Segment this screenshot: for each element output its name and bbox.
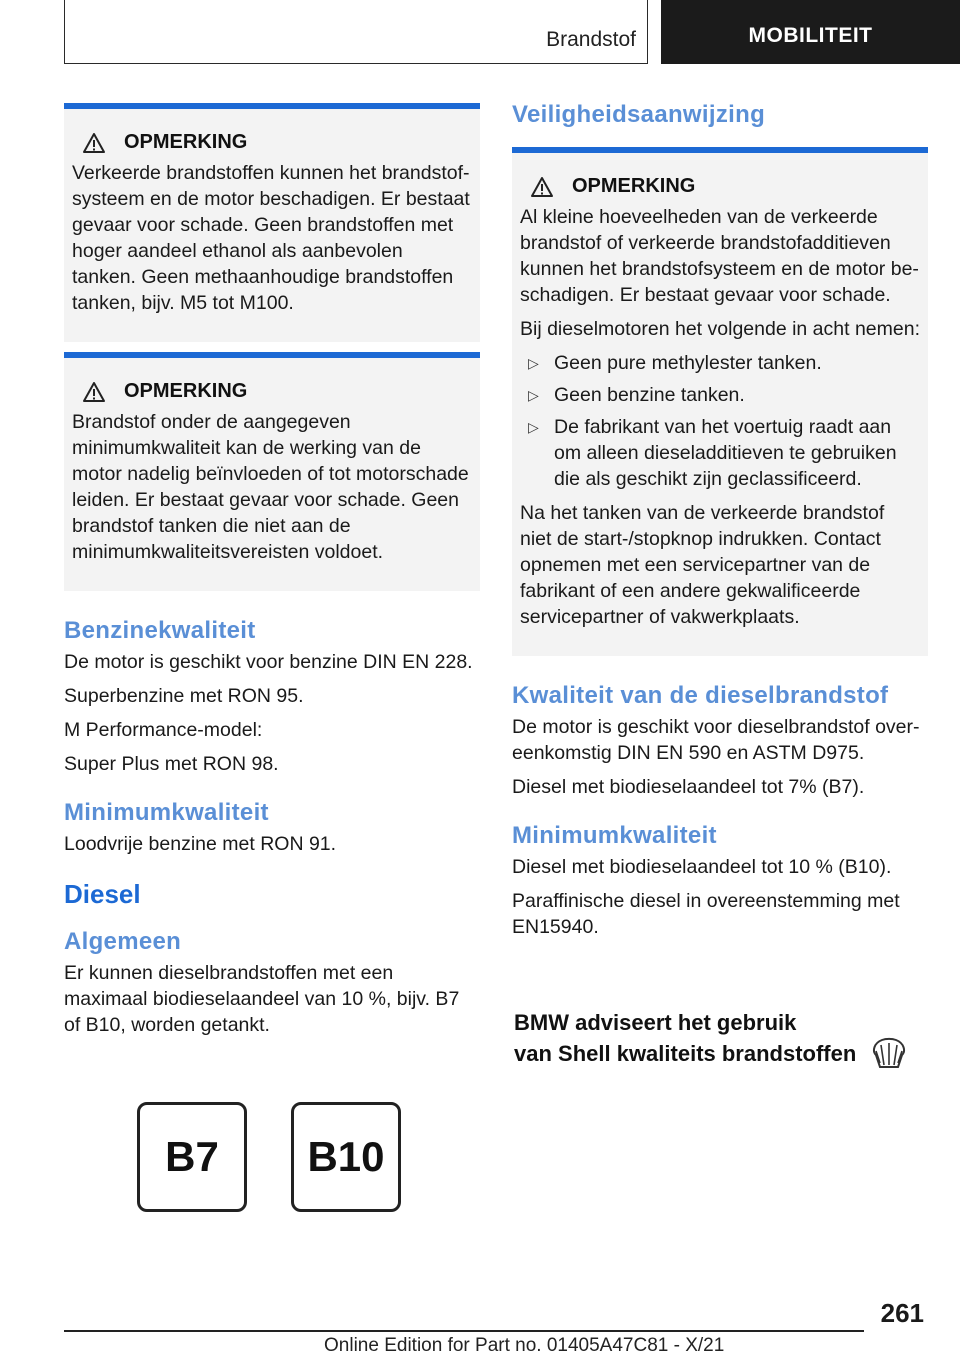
edition-footer: Online Edition for Part no. 01405A47C81 - X/21 [324, 1335, 725, 1356]
body-paragraph: Superbenzine met RON 95. [64, 685, 304, 707]
note-text: Na het tanken van de verkeerde brandstof niet de start-/stopknop indrukken. Contact opnemen met een servicepartner van de fabrikant of een andere gekwalificeerde servicepartner of vakwerkplaats. [520, 502, 885, 628]
section-title: Brandstof [546, 28, 636, 51]
note-label: OPMERKING [572, 175, 696, 197]
list-item [520, 382, 920, 408]
list-item [520, 414, 920, 492]
warning-note [64, 352, 480, 591]
body-paragraph: Diesel met biodieselaandeel tot 10 % (B10). [512, 856, 892, 878]
body-paragraph: De motor is geschikt voor benzine DIN EN 228. [64, 651, 473, 673]
body-paragraph: Super Plus met RON 98. [64, 753, 279, 775]
diesel-heading: Diesel [64, 879, 141, 909]
safety-heading: Veiligheidsaanwijzing [512, 101, 766, 128]
shell-ad-line: BMW adviseert het gebruik [514, 1010, 797, 1035]
right-column [512, 103, 928, 948]
min-quality-heading: Minimumkwaliteit [512, 822, 717, 849]
list-item-text: Geen pure methylester tanken. [554, 352, 822, 374]
note-text: Brandstof onder de aangegeven minimumkwaliteit kan de werking van de motor nadelig beïnvloeden of tot motorschade leiden. Er bestaat gevaar voor schade. Geen brandstof tanken die niet aan de minimumkwaliteitsvereisten voldoet. [72, 411, 469, 563]
shell-ad-row [514, 1037, 934, 1069]
list-item-text: Geen benzine tanken. [554, 384, 745, 406]
page-number: 261 [880, 1298, 924, 1328]
body-paragraph: Paraffinische diesel in overeenstemming met EN15940. [512, 890, 900, 938]
footer-divider [64, 1330, 864, 1332]
note-list [520, 350, 920, 492]
note-text: Bij dieselmotoren het volgende in acht nemen: [520, 318, 920, 340]
fuel-symbol-b10: B10 [291, 1102, 401, 1212]
shell-ad-line: van Shell kwaliteits brandstoffen [514, 1040, 857, 1066]
list-item [520, 350, 920, 376]
body-paragraph: M Performance-model: [64, 719, 263, 741]
general-heading: Algemeen [64, 928, 182, 955]
warning-triangle-icon [82, 381, 106, 403]
body-paragraph: Loodvrije benzine met RON 91. [64, 833, 337, 855]
shell-logo-icon [870, 1037, 908, 1069]
chapter-tab[interactable]: MOBILITEIT [661, 0, 960, 64]
min-quality-heading: Minimumkwaliteit [64, 799, 269, 826]
note-header [530, 175, 920, 198]
triangle-bullet-icon: ▷ [528, 355, 539, 371]
triangle-bullet-icon: ▷ [528, 419, 539, 435]
body-paragraph: De motor is geschikt voor dieselbrandstof overeenkomstig DIN EN 590 en ASTM D975. [512, 716, 920, 764]
body-paragraph: Er kunnen dieselbrandstoffen met een maximaal biodieselaandeel van 10 %, bijv. B7 of B10, worden getankt. [64, 962, 460, 1036]
note-text: Al kleine hoeveelheden van de verkeerde brandstof of verkeerde brandstofadditieven kunnen het brandstofsysteem en de motor beschadigen. Er bestaat gevaar voor schade. [520, 206, 919, 306]
benzine-heading: Benzinekwaliteit [64, 617, 256, 644]
note-label: OPMERKING [124, 380, 248, 402]
diesel-quality-heading: Kwaliteit van de dieselbrandstof [512, 682, 889, 709]
warning-triangle-icon [82, 132, 106, 154]
warning-note [64, 103, 480, 342]
fuel-symbol-b7: B7 [137, 1102, 247, 1212]
note-text: Verkeerde brandstoffen kunnen het brandstofsysteem en de motor beschadigen. Er bestaat gevaar voor schade. Geen brandstoffen met hoger aandeel ethanol als aanbevolen tanken. Geen methaanhoudige brandstoffen tanken, bijv. M5 tot M100. [72, 162, 470, 314]
note-header [82, 380, 472, 403]
triangle-bullet-icon: ▷ [528, 387, 539, 403]
shell-advertisement [514, 1008, 934, 1069]
warning-triangle-icon [530, 176, 554, 198]
left-column [64, 103, 480, 1046]
note-header [82, 131, 472, 154]
note-label: OPMERKING [124, 131, 248, 153]
list-item-text: De fabrikant van het voertuig raadt aan om alleen dieseladditieven te gebruiken die als geschikt zijn geclassificeerd. [554, 416, 897, 490]
body-paragraph: Diesel met biodieselaandeel tot 7% (B7). [512, 776, 865, 798]
warning-note [512, 147, 928, 656]
